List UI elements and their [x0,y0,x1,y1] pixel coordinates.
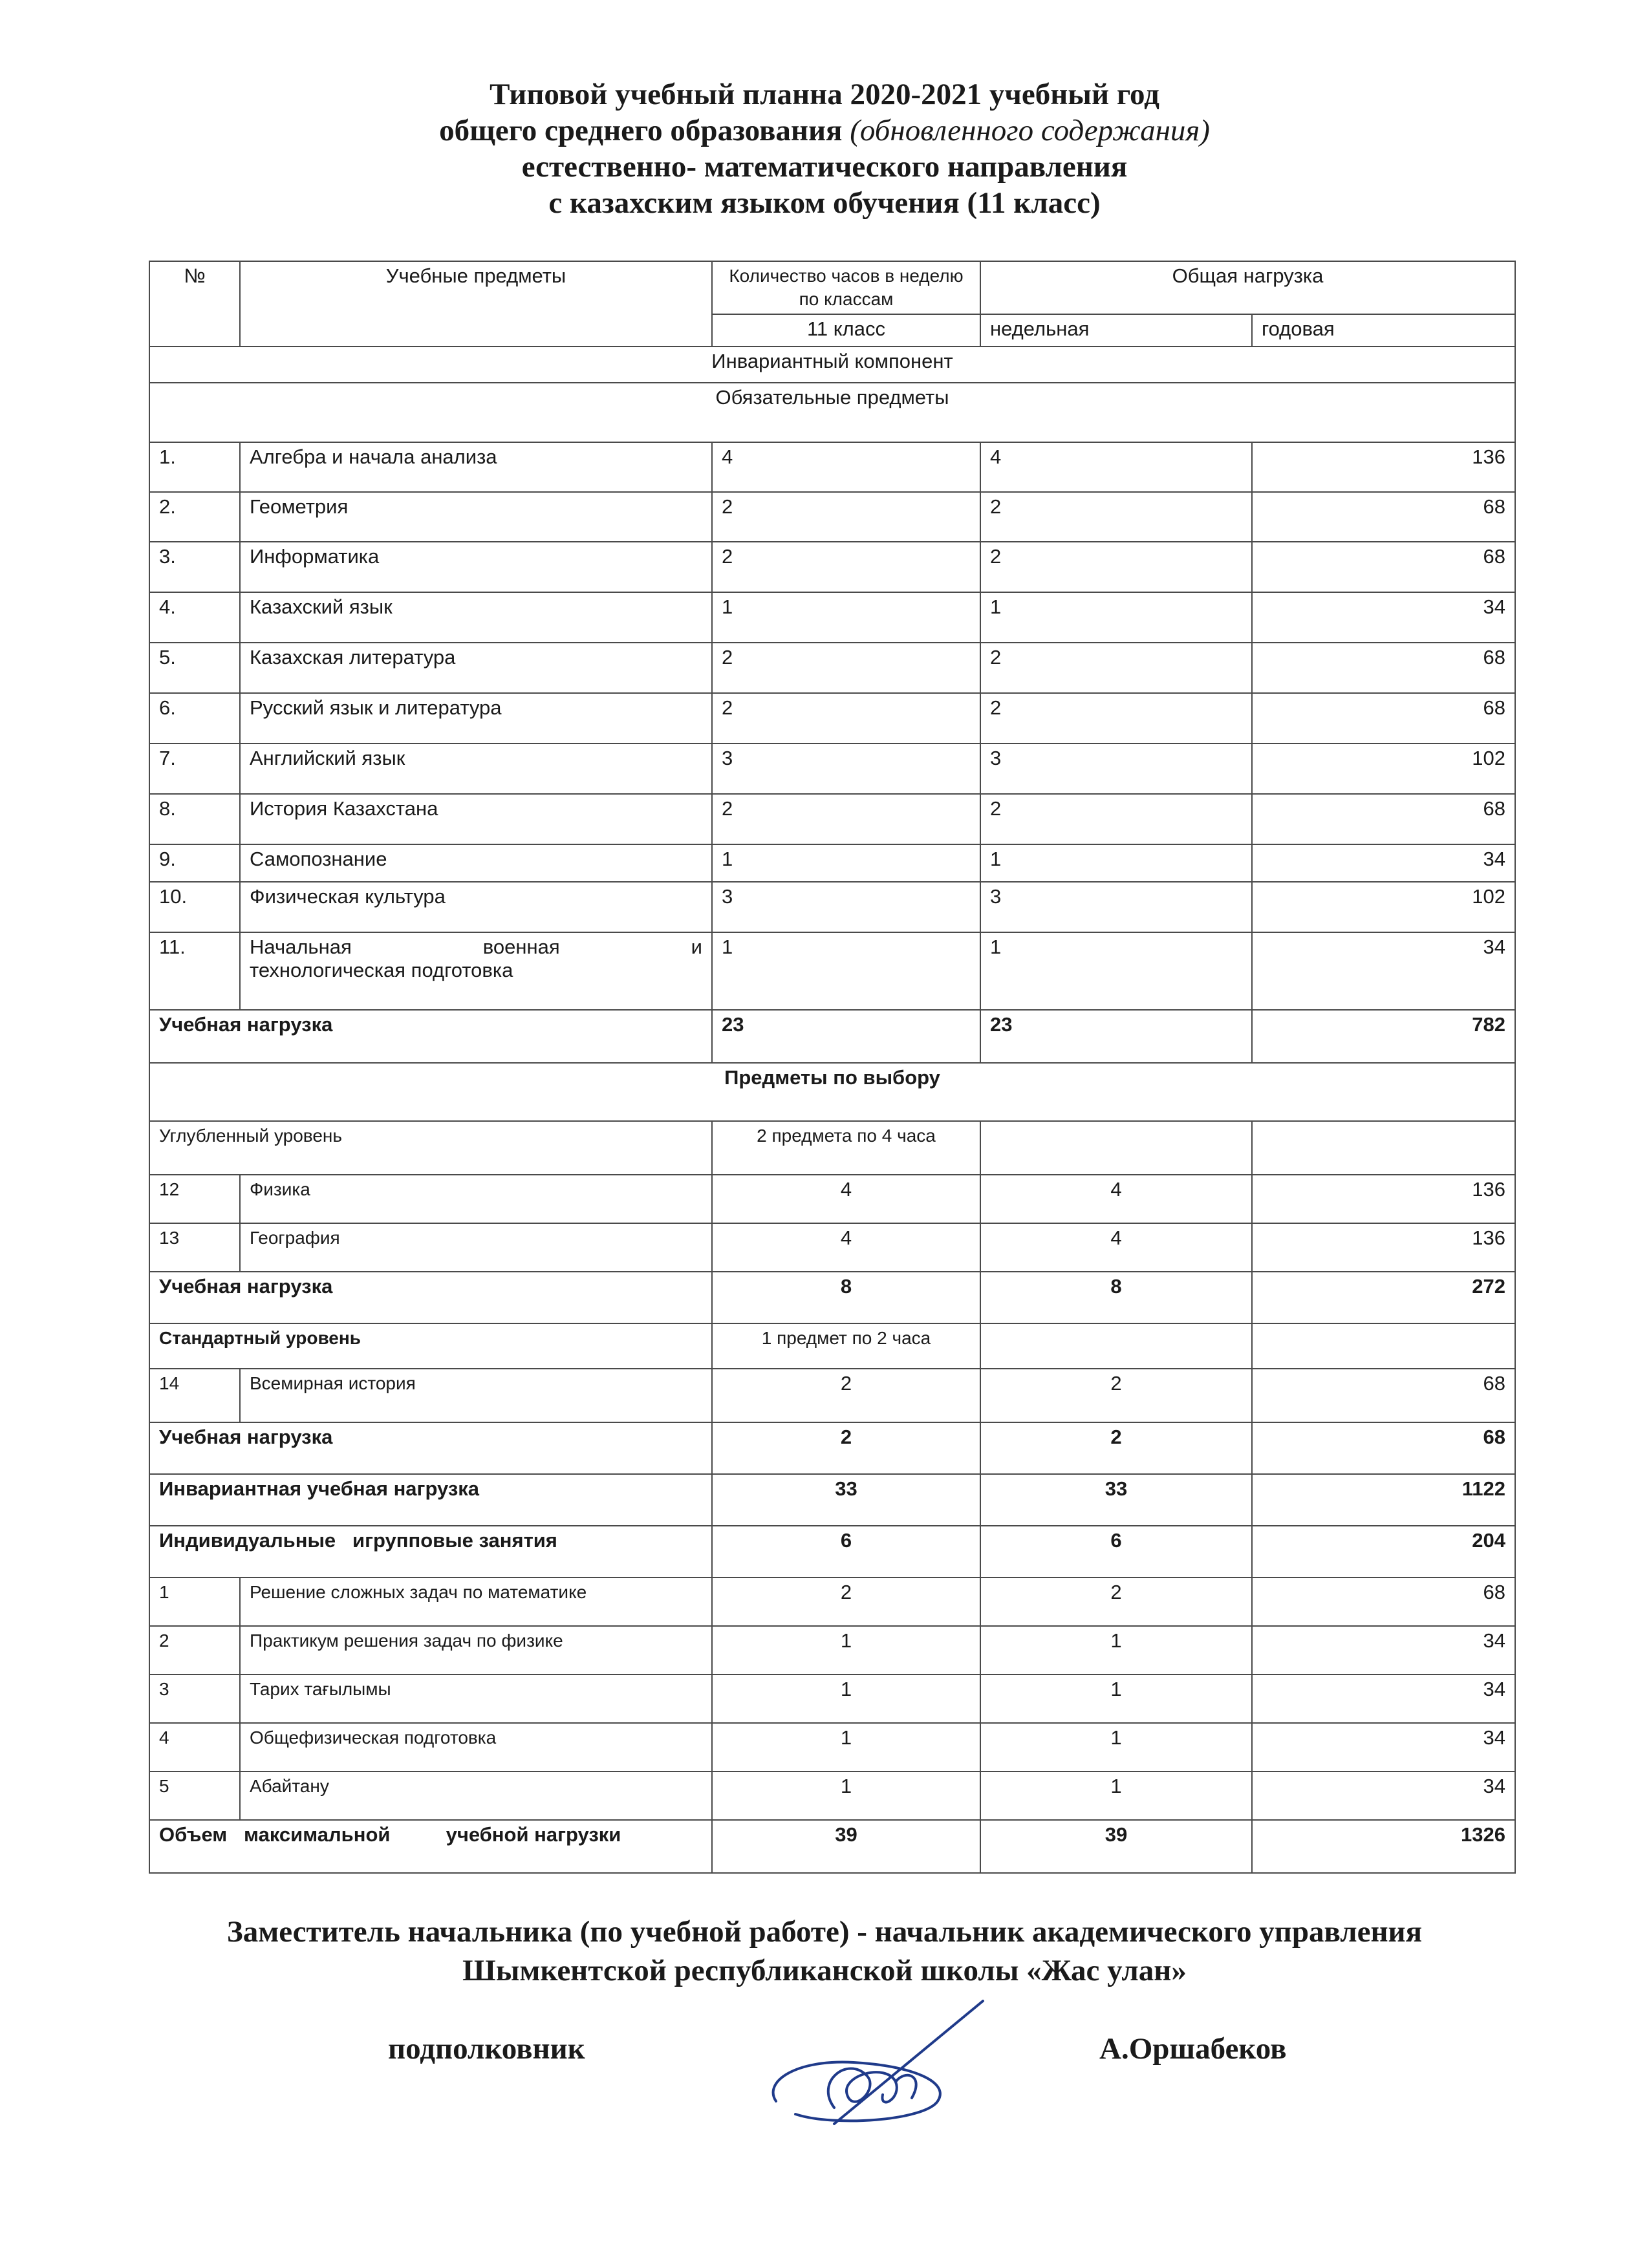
row-yearly: 34 [1252,1771,1515,1820]
row-num: 1 [149,1578,240,1626]
row-weekly: 3 [980,744,1252,794]
header-subjects: Учебные предметы [240,261,712,347]
row-yearly: 68 [1252,693,1515,744]
document-title [0,76,1649,221]
row-subject: Физическая культура [240,882,712,932]
table-row [149,1771,1515,1820]
row-hours: 1 [712,1771,980,1820]
total-row [149,1820,1515,1873]
subtotal-yearly: 272 [1252,1272,1515,1323]
section-mandatory-subjects: Обязательные предметы [149,383,1515,442]
empty-cell [1252,1121,1515,1175]
max-load-weekly: 39 [980,1820,1252,1873]
row-subject: История Казахстана [240,794,712,844]
row-weekly: 2 [980,1578,1252,1626]
row-hours: 1 [712,932,980,1010]
row-subject: Казахская литература [240,643,712,693]
row-weekly: 1 [980,1626,1252,1674]
row-num: 13 [149,1223,240,1272]
row-num: 1. [149,442,240,492]
invariant-load-weekly: 33 [980,1474,1252,1526]
signatory-rank: подполковник [388,2032,585,2066]
row-weekly: 4 [980,442,1252,492]
row-subject: Английский язык [240,744,712,794]
row-yearly: 34 [1252,592,1515,643]
row-subject: Самопознание [240,844,712,882]
subtotal-label: Учебная нагрузка [149,1422,712,1474]
row-yearly: 102 [1252,744,1515,794]
row-num: 3 [149,1674,240,1723]
row-weekly: 1 [980,844,1252,882]
max-load-hours: 39 [712,1820,980,1873]
subtotal-yearly: 68 [1252,1422,1515,1474]
row-yearly: 34 [1252,932,1515,1010]
subtotal-row [149,1474,1515,1526]
table-row [149,794,1515,844]
row-num: 2. [149,492,240,542]
row-yearly: 136 [1252,1223,1515,1272]
row-hours: 3 [712,882,980,932]
table-row [149,542,1515,592]
empty-cell [1252,1323,1515,1369]
subtotal-weekly: 2 [980,1422,1252,1474]
row-num: 12 [149,1175,240,1223]
row-yearly: 136 [1252,1175,1515,1223]
curriculum-table [149,261,1516,1874]
individual-hours: 6 [712,1526,980,1578]
subtotal-weekly: 23 [980,1010,1252,1063]
handwritten-signature [757,1991,1002,2134]
row-weekly: 1 [980,1771,1252,1820]
header-hours-per-week: Количество часов в неделю по классам [712,261,980,314]
section-elective: Предметы по выбору [149,1063,1515,1121]
header-yearly: годовая [1252,314,1515,347]
subtotal-yearly: 782 [1252,1010,1515,1063]
row-hours: 2 [712,542,980,592]
header-total-load: Общая нагрузка [980,261,1515,314]
row-hours: 1 [712,1723,980,1771]
table-row [149,442,1515,492]
row-yearly: 34 [1252,1674,1515,1723]
header-grade: 11 класс [712,314,980,347]
row-num: 5 [149,1771,240,1820]
row-weekly: 1 [980,932,1252,1010]
row-yearly: 136 [1252,442,1515,492]
table-row [149,1223,1515,1272]
row-weekly: 2 [980,492,1252,542]
row-subject: Общефизическая подготовка [240,1723,712,1771]
row-hours: 2 [712,1369,980,1422]
row-num: 10. [149,882,240,932]
row-subject: Физика [240,1175,712,1223]
row-subject: География [240,1223,712,1272]
signatory-school: Шымкентской республиканской школы «Жас улан» [462,1954,1187,1987]
title-line-4: с казахским языком обучения (11 класс) [548,186,1101,220]
row-hours: 4 [712,442,980,492]
subtotal-hours: 2 [712,1422,980,1474]
row-num: 2 [149,1626,240,1674]
title-line-2-italic: (обновленного содержания) [850,114,1210,147]
row-hours: 2 [712,643,980,693]
table-row [149,844,1515,882]
row-hours: 2 [712,693,980,744]
subtotal-hours: 8 [712,1272,980,1323]
row-hours: 1 [712,844,980,882]
row-subject [240,932,712,1010]
max-load-yearly: 1326 [1252,1820,1515,1873]
table-row [149,882,1515,932]
subtotal-label: Учебная нагрузка [149,1010,712,1063]
row-subject: Информатика [240,542,712,592]
row-hours: 4 [712,1223,980,1272]
row-num: 6. [149,693,240,744]
table-row [149,1578,1515,1626]
table-row [149,1175,1515,1223]
table-row [149,1369,1515,1422]
individual-label: Индивидуальные игрупповые занятия [149,1526,712,1578]
row-yearly: 34 [1252,1626,1515,1674]
row-subject: Решение сложных задач по математике [240,1578,712,1626]
individual-weekly: 6 [980,1526,1252,1578]
row-subject: Практикум решения задач по физике [240,1626,712,1674]
row-weekly: 2 [980,542,1252,592]
row-subject: Всемирная история [240,1369,712,1422]
subject-word: и [691,936,702,958]
invariant-load-hours: 33 [712,1474,980,1526]
row-hours: 1 [712,592,980,643]
max-load-label: Объем максимальной учебной нагрузки [149,1820,712,1873]
table-row [149,932,1515,1010]
row-num: 9. [149,844,240,882]
table-row [149,643,1515,693]
row-hours: 2 [712,492,980,542]
row-yearly: 68 [1252,643,1515,693]
title-line-2-main: общего среднего образования [439,114,850,147]
title-line-1: Типовой учебный планна 2020-2021 учебный год [490,78,1159,111]
empty-cell [980,1121,1252,1175]
row-yearly: 34 [1252,844,1515,882]
table-row [149,1626,1515,1674]
standard-level-note: 1 предмет по 2 часа [712,1323,980,1369]
advanced-level-note: 2 предмета по 4 часа [712,1121,980,1175]
row-hours: 2 [712,794,980,844]
row-hours: 1 [712,1674,980,1723]
row-subject: Геометрия [240,492,712,542]
standard-level-label: Стандартный уровень [149,1323,712,1369]
row-num: 3. [149,542,240,592]
row-num: 4 [149,1723,240,1771]
row-yearly: 68 [1252,492,1515,542]
row-num: 4. [149,592,240,643]
table-row [149,492,1515,542]
individual-yearly: 204 [1252,1526,1515,1578]
header-weekly: недельная [980,314,1252,347]
row-hours: 4 [712,1175,980,1223]
table-row [149,1674,1515,1723]
row-yearly: 68 [1252,794,1515,844]
row-num: 14 [149,1369,240,1422]
row-num: 7. [149,744,240,794]
invariant-load-label: Инвариантная учебная нагрузка [149,1474,712,1526]
row-subject: Абайтану [240,1771,712,1820]
subject-word: Начальная [250,936,352,958]
row-weekly: 1 [980,592,1252,643]
table-row [149,1723,1515,1771]
row-num: 5. [149,643,240,693]
section-invariant-component: Инвариантный компонент [149,347,1515,383]
invariant-load-yearly: 1122 [1252,1474,1515,1526]
advanced-level-label: Углубленный уровень [149,1121,712,1175]
row-subject: Тарих тағылымы [240,1674,712,1723]
row-subject: Казахский язык [240,592,712,643]
row-weekly: 1 [980,1674,1252,1723]
row-weekly: 2 [980,794,1252,844]
row-yearly: 68 [1252,1369,1515,1422]
subtotal-row [149,1422,1515,1474]
signatory-position: Заместитель начальника (по учебной работе) - начальник академического управления [226,1915,1423,1949]
row-yearly: 68 [1252,542,1515,592]
subtotal-row [149,1526,1515,1578]
row-hours: 2 [712,1578,980,1626]
row-yearly: 34 [1252,1723,1515,1771]
row-weekly: 3 [980,882,1252,932]
row-num: 8. [149,794,240,844]
row-hours: 3 [712,744,980,794]
signatory-name: А.Оршабеков [1099,2032,1287,2066]
table-row [149,693,1515,744]
row-weekly: 2 [980,1369,1252,1422]
table-row [149,744,1515,794]
subtotal-hours: 23 [712,1010,980,1063]
row-yearly: 68 [1252,1578,1515,1626]
subtotal-row [149,1272,1515,1323]
subtotal-label: Учебная нагрузка [149,1272,712,1323]
empty-cell [980,1323,1252,1369]
row-num: 11. [149,932,240,1010]
row-subject: Русский язык и литература [240,693,712,744]
row-weekly: 2 [980,643,1252,693]
row-hours: 1 [712,1626,980,1674]
subtotal-row [149,1010,1515,1063]
title-line-2 [0,112,1649,149]
table-row [149,592,1515,643]
row-weekly: 2 [980,693,1252,744]
row-subject: Алгебра и начала анализа [240,442,712,492]
row-weekly: 4 [980,1223,1252,1272]
title-line-3: естественно- математического направления [521,150,1128,184]
subject-word: военная [482,936,560,958]
subtotal-weekly: 8 [980,1272,1252,1323]
subject-line-1-justified [250,936,702,959]
header-num: № [149,261,240,347]
row-yearly: 102 [1252,882,1515,932]
row-weekly: 4 [980,1175,1252,1223]
signatory-block [0,1912,1649,1990]
row-weekly: 1 [980,1723,1252,1771]
subject-line-2: технологическая подготовка [250,959,513,981]
